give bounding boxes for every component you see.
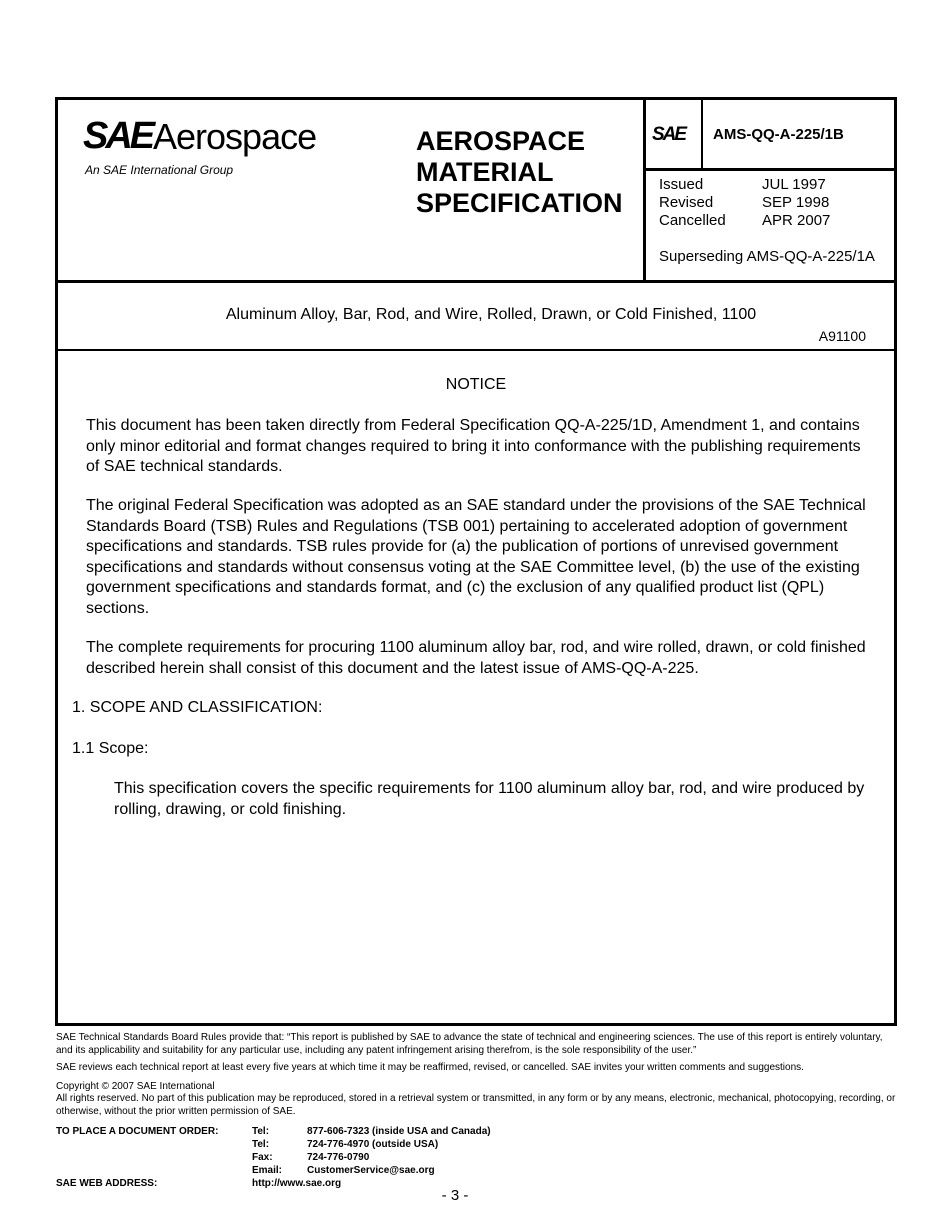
logo-word: Aerospace [153,116,317,157]
contact-label: Fax: [252,1152,273,1163]
date-value: JUL 1997 [762,176,826,193]
doc-number-row [646,100,897,171]
small-logo-text: SAE [652,124,686,145]
date-label: Issued [659,176,704,193]
subsection-heading: 1.1 Scope: [72,740,149,757]
doc-info-panel [643,100,897,280]
order-label: TO PLACE A DOCUMENT ORDER: [56,1126,219,1137]
uns-number: A91100 [818,328,866,344]
notice-heading: NOTICE [445,376,507,393]
contact-label: Tel: [252,1126,270,1137]
sae-aerospace-logo [83,115,343,175]
contact-email[interactable]: CustomerService@sae.org [307,1165,435,1176]
date-value: SEP 1998 [762,194,830,211]
contact-value: 724-776-0790 [307,1152,370,1163]
page-number: - 3 - [441,1187,469,1204]
date-row [659,176,830,194]
web-link[interactable]: http://www.sae.org [252,1178,342,1189]
section-heading: 1. SCOPE AND CLASSIFICATION: [72,699,323,716]
review-text: SAE reviews each technical report at least every five years at which time it may be reaffirmed, revised, or cancelled. SAE invites your written comments and suggestions. [56,1062,804,1073]
tsb-rules-text: SAE Technical Standards Board Rules provide that: “This report is published by SAE to advance the state of technical and engineering sciences. The use of this report is entirely voluntary, and its applicability and suitability for any particular use, including any patent infringement arising therefrom, is the sole responsibility of the user.” [56,1032,883,1056]
doc-type-line: MATERIAL [416,157,554,187]
doc-type-title [416,126,641,219]
notice-paragraph: This document has been taken directly from Federal Specification QQ-A-225/1D, Amendment 1, and contains only minor editorial and format changes required to bring it into conformance with the publishing requirements of SAE technical standards. [86,417,861,475]
notice-paragraph: The original Federal Specification was adopted as an SAE standard under the provisions of the SAE Technical Standards Board (TSB) Rules and Regulations (TSB 001) pertaining to accelerated adoption of government specifications and standards. TSB rules provide for (a) the publication of portions of unrevised government specifications and standards without consensus voting at the SAE Committee level, (b) the use of the existing government specifications and standards format, and (c) the exclusion of any qualified product list (QPL) sections. [86,497,866,617]
date-list [659,176,830,230]
doc-number: AMS-QQ-A-225/1B [713,126,844,143]
small-sae-logo [646,100,703,168]
date-label: Cancelled [659,212,726,229]
rights-text: All rights reserved. No part of this publication may be reproduced, stored in a retrieval system or transmitted, in any form or by any means, electronic, mechanical, photocopying, recording, or otherwise, without the prior written permission of SAE. [56,1093,896,1117]
date-label: Revised [659,194,714,211]
header-block [58,100,894,283]
contact-label: Email: [252,1165,283,1176]
superseding-note: Superseding AMS-QQ-A-225/1A [659,248,875,265]
contact-value: 724-776-4970 (outside USA) [307,1139,439,1150]
date-row [659,212,830,230]
doc-type-line: SPECIFICATION [416,188,623,218]
title-row [58,283,894,351]
contact-label: Tel: [252,1139,270,1150]
copyright-text: Copyright © 2007 SAE International [56,1081,215,1092]
notice-paragraph: The complete requirements for procuring 1100 aluminum alloy bar, rod, and wire rolled, drawn, or cold finished described herein shall consist of this document and the latest issue of AMS-QQ-A-225. [86,639,866,677]
logo-mark: SAE [83,115,153,157]
logo-tagline: An SAE International Group [85,163,234,177]
date-value: APR 2007 [762,212,831,229]
doc-type-line: AEROSPACE [416,126,586,156]
scope-paragraph: This specification covers the specific requirements for 1100 aluminum alloy bar, rod, and wire produced by rolling, drawing, or cold finishing. [114,780,865,818]
spec-frame [55,97,897,1026]
date-row [659,194,830,212]
document-title: Aluminum Alloy, Bar, Rod, and Wire, Rolled, Drawn, or Cold Finished, 1100 [225,306,757,323]
web-label: SAE WEB ADDRESS: [56,1178,158,1189]
contact-value: 877-606-7323 (inside USA and Canada) [307,1126,491,1137]
